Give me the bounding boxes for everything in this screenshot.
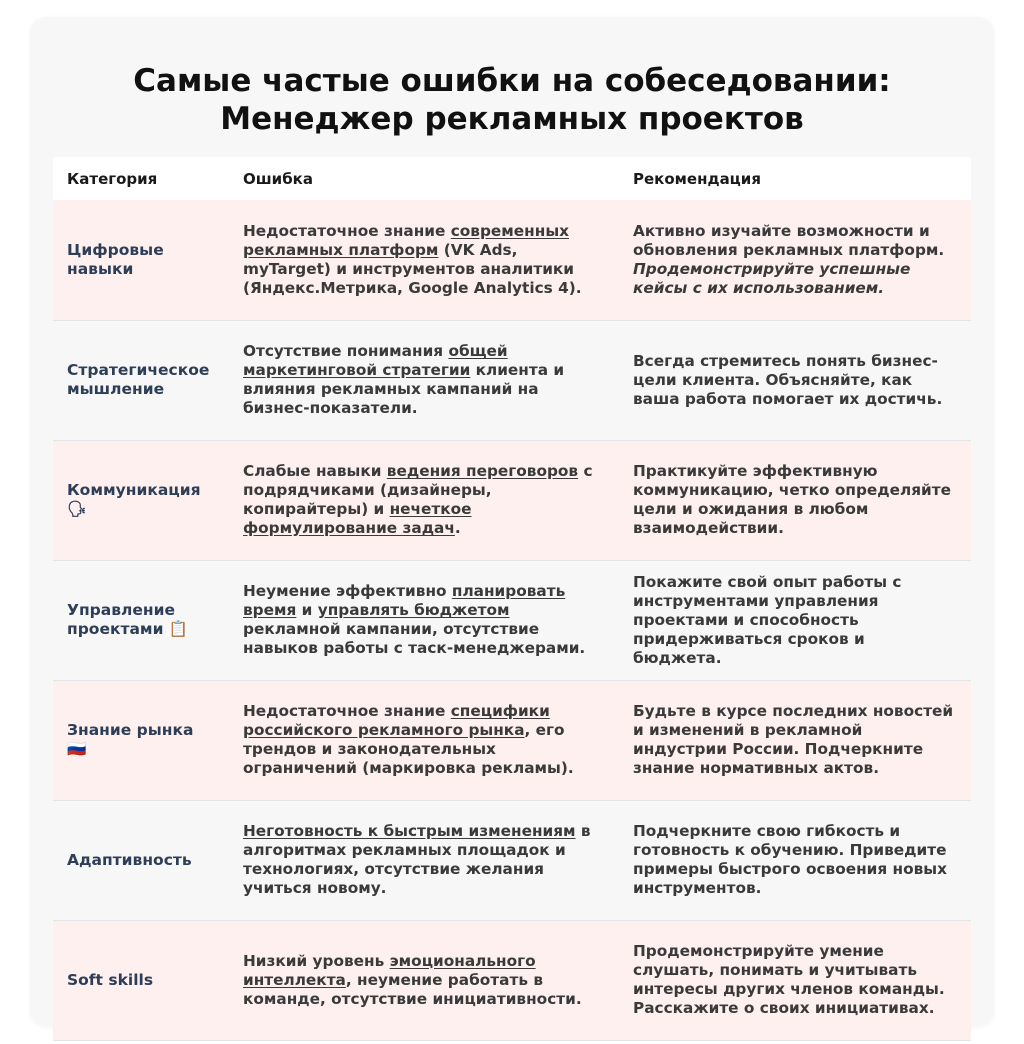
error-highlight: эмоционального интеллекта — [243, 951, 536, 989]
error-highlight: специфики российского рекламного рынка — [243, 702, 550, 739]
error-cell: Недостаточное знание специфики российского рекламного рынка, его трендов и законодательных ограничений (маркировка рекламы). — [229, 680, 619, 800]
recommendation-cell: Подчеркните свою гибкость и готовность к обучению. Приведите примеры быстрого освоения новых инструментов. — [619, 800, 971, 920]
error-cell: Низкий уровень эмоционального интеллекта, неумение работать в команде, отсутствие инициативности. — [229, 920, 619, 1040]
title-line-2: Менеджер рекламных проектов — [220, 101, 804, 137]
table-row — [53, 560, 971, 680]
error-cell: Недостаточное знание современных рекламных платформ (VK Ads, myTarget) и инструментов аналитики (Яндекс.Метрика, Google Analytics 4). — [229, 200, 619, 320]
table-header-row — [53, 157, 971, 200]
page-title — [30, 62, 994, 138]
header-category: Категория — [67, 169, 158, 188]
header-error: Ошибка — [243, 169, 313, 188]
recommendation-cell: Будьте в курсе последних новостей и изменений в рекламной индустрии России. Подчеркните знание нормативных актов. — [619, 680, 971, 800]
category-cell: Адаптивность — [53, 800, 229, 920]
category-cell: Стратегическое мышление — [53, 320, 229, 440]
table-row — [53, 920, 971, 1040]
error-highlight: нечеткое формулирование задач — [243, 500, 472, 537]
recommendation-cell: Покажите свой опыт работы с инструментами управления проектами и способность придерживаться сроков и бюджета. — [619, 560, 971, 680]
category-cell: Управление проектами 📋 — [53, 560, 229, 680]
error-cell: Отсутствие понимания общей маркетинговой стратегии клиента и влияния рекламных кампаний на бизнес-показатели. — [229, 320, 619, 440]
error-cell: Неумение эффективно планировать время и управлять бюджетом рекламной кампании, отсутствие навыков работы с таск-менеджерами. — [229, 560, 619, 680]
title-line-1: Самые частые ошибки на собеседовании: — [133, 63, 891, 99]
recommendation-cell: Всегда стремитесь понять бизнес-цели клиента. Объясняйте, как ваша работа помогает их достичь. — [619, 320, 971, 440]
mistakes-table — [53, 157, 971, 1041]
category-cell: Soft skills — [53, 920, 229, 1040]
category-cell: Знание рынка 🇷🇺 — [53, 680, 229, 800]
table-row — [53, 800, 971, 920]
recommendation-emphasis: Продемонстрируйте успешные кейсы с их использованием. — [633, 259, 911, 297]
error-highlight: ведения переговоров — [386, 462, 579, 480]
error-highlight: планировать время — [243, 582, 566, 619]
category-cell: Коммуникация 🗣 — [53, 440, 229, 560]
error-cell: Слабые навыки ведения переговоров с подрядчиками (дизайнеры, копирайтеры) и нечеткое формулирование задач. — [229, 440, 619, 560]
error-highlight: современных рекламных платформ — [243, 221, 570, 259]
recommendation-cell: Активно изучайте возможности и обновления рекламных платформ. Продемонстрируйте успешные кейсы с их использованием. — [619, 200, 971, 320]
table-row — [53, 440, 971, 560]
header-recommendation: Рекомендация — [633, 169, 761, 188]
recommendation-cell: Продемонстрируйте умение слушать, понимать и учитывать интересы других членов команды. Расскажите о своих инициативах. — [619, 920, 971, 1040]
error-highlight: Неготовность к быстрым изменениям — [243, 822, 576, 840]
table-row — [53, 320, 971, 440]
error-highlight: управлять бюджетом — [317, 601, 510, 619]
recommendation-cell: Практикуйте эффективную коммуникацию, четко определяйте цели и ожидания в любом взаимодействии. — [619, 440, 971, 560]
category-cell: Цифровые навыки — [53, 200, 229, 320]
error-cell: Неготовность к быстрым изменениям в алгоритмах рекламных площадок и технологиях, отсутствие желания учиться новому. — [229, 800, 619, 920]
table-row — [53, 200, 971, 320]
table-row — [53, 680, 971, 800]
error-highlight: общей маркетинговой стратегии — [243, 342, 508, 379]
